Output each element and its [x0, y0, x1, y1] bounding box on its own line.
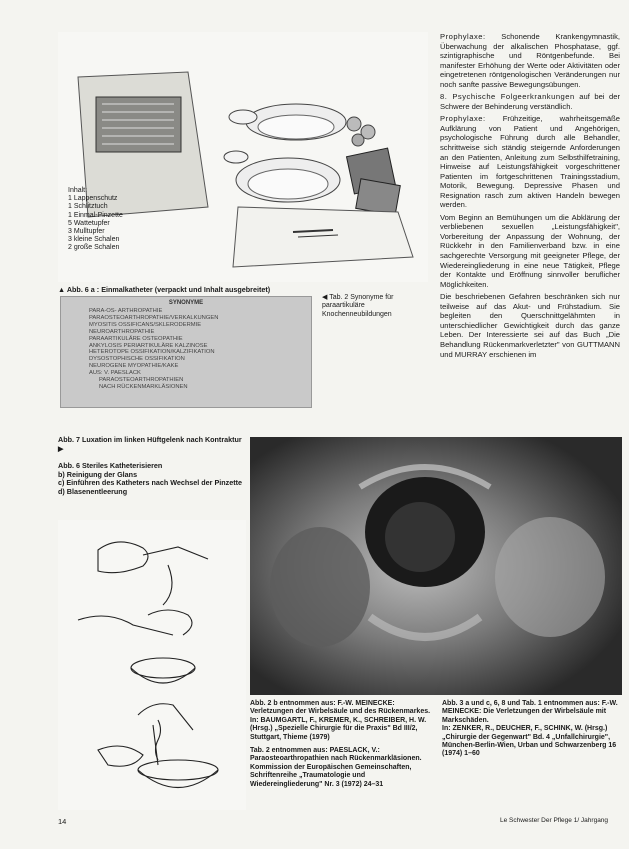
- table-line: PARAOSTEOARTHROPATHIE/VERKALKUNGEN: [89, 314, 219, 321]
- table-line: ANKYLOSIS PERIARTIKULÄRE KALZINOSE: [89, 342, 208, 349]
- kit-item: 1 Schlitztuch: [68, 203, 108, 211]
- kit-contents-list: [68, 187, 123, 253]
- paragraph: Prophylaxe: Frühzeitige, wahrheitsgemäße Aufklärung von Patient und Angehörigen, psychologische Führung durch alle Behandler, schrittweise sich ständig steigernde Anforderungen an den Patienten, Anleitung zum Selbsthilfetraining, Hinweise auf Leistungsfähigkeit vorgeschrittener Patienten im fortgeschrittenen Trainingsstadium, Motorik, Bewegung. Depressive Phasen und Resignation rasch zum aktiven Handeln bewegen werden.: [440, 114, 620, 210]
- table-header: SYNONYME: [168, 300, 204, 306]
- kit-item: 2 große Schalen: [68, 244, 120, 252]
- kit-item: 5 Wattetupfer: [68, 219, 110, 227]
- caption-tab2-source: Tab. 2 entnommen aus: PAESLACK, V.: Paraosteoarthropathien nach Rückenmarkläsionen. Kommission der Europäischen Gemeinschaften, Schriftenreihe „Traumatologie und Wiedereingliederung" Nr. 3 (1972) 24–31: [250, 747, 422, 788]
- table-line: DYSOSTOPHISCHE OSSIFIKATION: [89, 356, 185, 363]
- footer-journal: Le Schwester Der Pflege 1/ Jahrgang: [500, 817, 609, 824]
- caption-fig2b: Abb. 2 b entnommen aus: F.-W. MEINECKE: Verletzungen der Wirbelsäule und des Rückenmarkes. In: BAUMGARTL, F., KREMER, K., SCHREIBER, H. W. (Hrsg.) „Spezielle Chirurgie für die Praxis" Bd III/2, Stuttgart, Thieme (1979) Tab. 2 entnommen aus: PAESLACK, V.: Paraosteoarthropathien nach Rückenmarkläsionen. Kommission der Europäischen Gemeinschaften, Schriftenreihe „Traumatologie und Wiedereingliederung" Nr. 3 (1972) 24–31: [250, 700, 435, 789]
- table-line: HETEROTOPE OSSIFIKATION/KALZIFIKATION: [89, 349, 215, 356]
- caption-step: b) Reinigung der Glans: [58, 469, 138, 479]
- kit-item: 1 Lappenschutz: [68, 195, 118, 203]
- catheter-kit-photo: [58, 32, 428, 282]
- page-number: 14: [58, 817, 67, 826]
- paragraph: Die beschriebenen Gefahren beschränken sich nur teilweise auf das Akut- und Frühstadium. Sie begleiten den Querschnittgelähmten in unterschiedlicher Gewichtigkeit durch das ganze Leben. Der Interessierte sei auf das Buch „Die Behandlung Rückenmarkverletzter" von GUTTMANN und MURRAY erschienen im: [440, 292, 620, 359]
- xray-image: [250, 437, 622, 695]
- hip-xray-illustration: [250, 437, 622, 695]
- triangle-marker-icon: ▲: [58, 285, 67, 294]
- paragraph: Prophylaxe: Schonende Krankengymnastik, Überwachung der alkalischen Phosphatase, ggf. szintigraphische und Röntgenbefunde. Bei manifester Erhöhung der Werte oder Aktivitäten oder eingetretenen röntgenologischen Veränderungen nur noch sanfte passive Bewegungsübungen.: [440, 32, 620, 89]
- caption-fig6: Abb. 6 Steriles Katheterisieren b) Reinigung der Glans c) Einführen des Katheters nach Wechsel der Pinzette d) Blasenentleerung: [58, 462, 246, 496]
- table-subline: NACH RÜCKENMARKLÄSIONEN: [99, 383, 188, 390]
- table-line: AUS: V. PAESLACK: [89, 370, 141, 377]
- caption-fig6a: ▲ Abb. 6 a : Einmalkatheter (verpackt und Inhalt ausgebreitet): [58, 285, 271, 294]
- caption-step: c) Einführen des Katheters nach Wechsel der Pinzette: [58, 478, 242, 488]
- catheterization-drawings: [58, 520, 246, 810]
- synonym-table: [60, 296, 312, 408]
- paragraph: 8. Psychische Folgeerkrankungen auf bei der Schwere der Behinderung verständlich.: [440, 92, 620, 111]
- table-line: PARAARTIKULÄRE OSTEOPATHIE: [89, 335, 183, 342]
- paragraph: Vom Beginn an Bemühungen um die Abklärung der verbliebenen sexuellen „Leistungsfähigkeit", Vorbereitung der Anpassung der Wohnung, der Rückkehr in den Familienverband bzw. in eine sachgerechte Versorgung mit geeigneter Pflege, der Wiedereingliederung in eine neue Tätigkeit, Pflege der Kontakte und Eröffnung sinnvoller beruflicher Möglichkeiten.: [440, 212, 620, 289]
- table-line: PARA-OS- ARTHROPATHIE: [89, 308, 163, 314]
- hand-drawing-illustration: [58, 520, 246, 810]
- caption-fig7: Abb. 7 Luxation im linken Hüftgelenk nach Kontraktur ▶: [58, 435, 242, 453]
- caption-tab2: ◀ Tab. 2 Synonyme für paraartikuläre Knochenneubildungen: [322, 294, 394, 318]
- kit-contents-title: Inhalt:: [68, 187, 88, 194]
- kit-item: 1 Einmal-Pinzette: [68, 211, 123, 219]
- table-line: MYOSITIS OSSIFICANS/SKLERODERMIE: [89, 321, 202, 328]
- kit-item: 3 Mulltupfer: [68, 228, 105, 236]
- triangle-left-icon: ◀: [322, 294, 330, 301]
- caption-step: d) Blasenentleerung: [58, 486, 128, 496]
- table-line: NEUROARTHROPATHIE: [89, 328, 155, 335]
- text-column: [440, 32, 620, 362]
- triangle-right-icon: ▶: [58, 443, 64, 453]
- caption-fig3: Abb. 3 a und c, 6, 8 und Tab. 1 entnommen aus: F.-W. MEINECKE: Die Verletzungen der Wirbelsäule mit Markschäden. In: ZENKER, R., DEUCHER, F., SCHINK, W. (Hrsg.) „Chirurgie der Gegenwart" Bd. 4 „Unfallchirurgie", München-Berlin-Wien, Urban und Schwarzenberg 16 (1974) 1–60: [442, 700, 618, 758]
- table-subline: PARAOSTEOARTHROPATHIEN: [99, 377, 184, 384]
- kit-item: 3 kleine Schalen: [68, 236, 120, 244]
- table-line: NEUROGENE MYOPATHIE/KAKE: [89, 363, 179, 370]
